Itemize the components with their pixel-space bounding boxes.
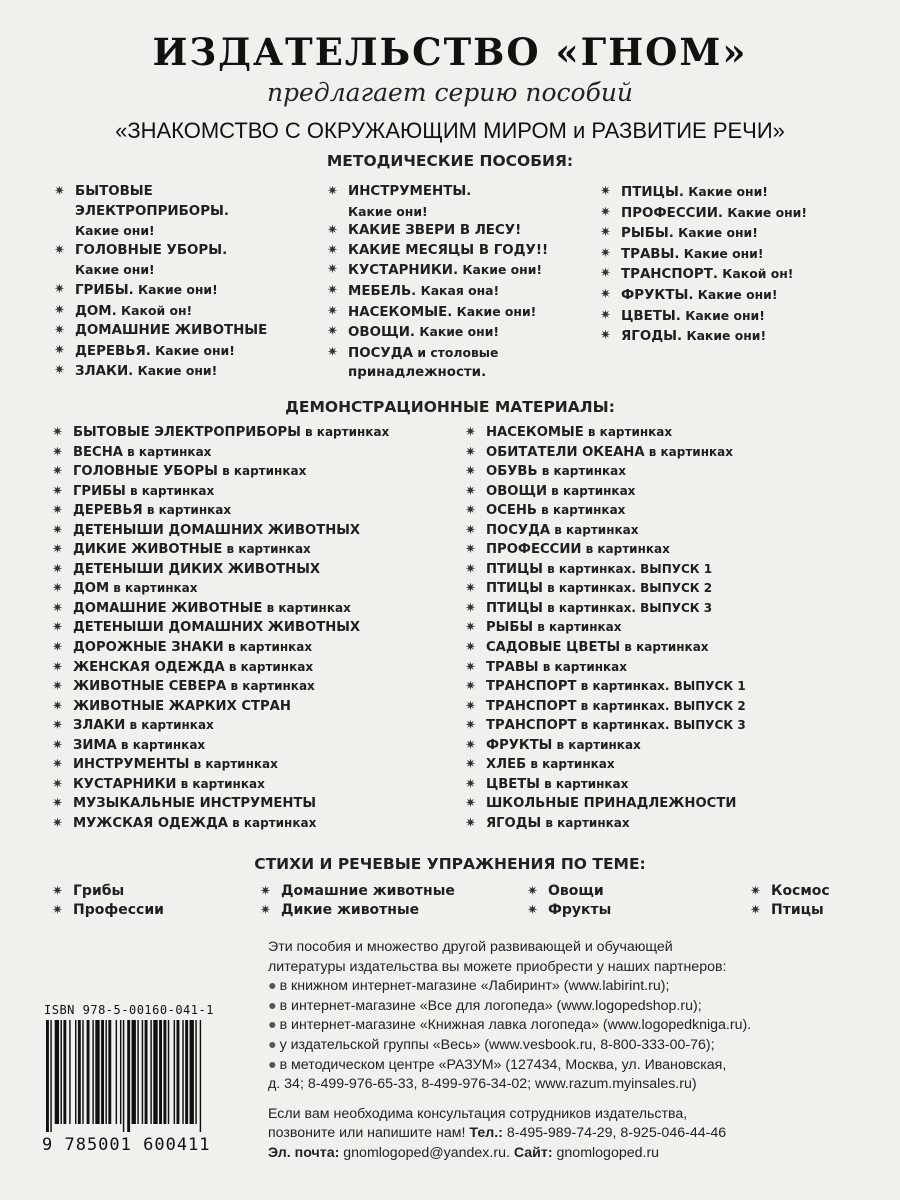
star-icon: ✷: [465, 483, 476, 499]
list-item: ✷ ГРИБЫ в картинках: [52, 482, 389, 502]
partner-item: ● в интернет-магазине «Все для логопеда» (www.logopedshop.ru);: [268, 997, 702, 1014]
partner-item: ● в методическом центре «РАЗУМ» (127434, Москва, ул. Ивановская,: [268, 1056, 727, 1073]
list-item: ✷ МУЗЫКАЛЬНЫЕ ИНСТРУМЕНТЫ: [52, 794, 389, 814]
list-item: ✷ ЯГОДЫ. Какие они!: [600, 328, 767, 345]
poem-topic: ✷ Грибы: [52, 883, 125, 899]
list-item: ✷ ОСЕНЬ в картинках: [465, 501, 746, 521]
star-icon: ✷: [600, 245, 611, 261]
star-icon: ✷: [52, 464, 63, 480]
star-icon: ✷: [52, 903, 63, 918]
list-item: ✷ ЗЛАКИ в картинках: [52, 716, 389, 736]
star-icon: ✷: [52, 425, 63, 440]
list-item: ✷ ФРУКТЫ в картинках: [465, 736, 746, 756]
star-icon: ✷: [52, 620, 63, 636]
list-item: ✷ ЖИВОТНЫЕ СЕВЕРА в картинках: [52, 677, 389, 697]
list-item: ✷ ТРАВЫ. Какие они!: [600, 245, 764, 262]
list-item: ✷ ФРУКТЫ. Какие они!: [600, 286, 778, 303]
list-item: ✷ ЦВЕТЫ. Какие они!: [600, 307, 765, 324]
star-icon: ✷: [465, 757, 476, 773]
list-item: ✷ ГОЛОВНЫЕ УБОРЫ. Какие они!: [54, 242, 228, 278]
poem-topic: ✷ Домашние животные: [260, 883, 455, 899]
list-item: ✷ ОВОЩИ в картинках: [465, 482, 746, 502]
poem-topic: ✷ Космос: [750, 883, 830, 899]
list-item: ✷ ДОРОЖНЫЕ ЗНАКИ в картинках: [52, 638, 389, 658]
star-icon: ✷: [260, 884, 271, 899]
star-icon: ✷: [465, 640, 476, 656]
list-item: ✷ ТРАНСПОРТ в картинках. ВЫПУСК 2: [465, 697, 746, 717]
star-icon: ✷: [327, 344, 338, 360]
star-icon: ✷: [52, 444, 63, 460]
barcode-digits: 9 785001 600411: [42, 1135, 211, 1155]
list-item: ✷ ШКОЛЬНЫЕ ПРИНАДЛЕЖНОСТИ: [465, 794, 746, 814]
list-item: ✷ НАСЕКОМЫЕ в картинках: [465, 423, 746, 443]
star-icon: ✷: [52, 884, 63, 899]
star-icon: ✷: [600, 328, 611, 344]
star-icon: ✷: [52, 581, 63, 597]
star-icon: ✷: [52, 757, 63, 773]
poem-topic: ✷ Дикие животные: [260, 902, 420, 918]
list-item: ✷ ЦВЕТЫ в картинках: [465, 775, 746, 795]
list-item: ✷ ИНСТРУМЕНТЫ. Какие они!: [327, 184, 472, 219]
list-item: ✷ ЯГОДЫ в картинках: [465, 814, 746, 834]
list-item: ✷ ПРОФЕССИИ в картинках: [465, 540, 746, 560]
star-icon: ✷: [52, 561, 63, 577]
info-intro: Эти пособия и множество другой развивающей и обучающей: [268, 939, 673, 955]
star-icon: ✷: [465, 542, 476, 558]
star-icon: ✷: [52, 522, 63, 538]
star-icon: ✷: [465, 620, 476, 636]
star-icon: ✷: [52, 815, 63, 831]
partner-item-continued: д. 34; 8-499-976-65-33, 8-499-976-34-02; www.razum.myinsales.ru): [268, 1076, 697, 1093]
list-item: ✷ МУЖСКАЯ ОДЕЖДА в картинках: [52, 814, 389, 834]
list-item: ✷ РЫБЫ в картинках: [465, 618, 746, 638]
star-icon: ✷: [465, 796, 476, 812]
star-icon: ✷: [465, 815, 476, 831]
star-icon: ✷: [52, 796, 63, 812]
star-icon: ✷: [750, 884, 761, 899]
star-icon: ✷: [54, 363, 65, 379]
star-icon: ✷: [327, 184, 338, 199]
star-icon: ✷: [465, 737, 476, 753]
list-item: ✷ ДОМ. Какой он!: [54, 302, 193, 319]
star-icon: ✷: [52, 640, 63, 656]
partner-item: ● в интернет-магазине «Книжная лавка логопеда» (www.logopedkniga.ru).: [268, 1017, 752, 1034]
star-icon: ✷: [260, 903, 271, 918]
star-icon: ✷: [54, 342, 65, 358]
list-item: ✷ ДЕТЕНЫШИ ДОМАШНИХ ЖИВОТНЫХ: [52, 618, 389, 638]
list-item: ✷ ТРАНСПОРТ в картинках. ВЫПУСК 1: [465, 677, 746, 697]
star-icon: ✷: [327, 303, 338, 319]
tagline: предлагает серию пособий: [266, 78, 634, 107]
poem-topic: ✷ Овощи: [527, 883, 604, 899]
barcode-icon: [42, 1020, 242, 1132]
bullet-icon: ●: [268, 1056, 277, 1073]
star-icon: ✷: [465, 522, 476, 538]
list-item: ✷ ЖЕНСКАЯ ОДЕЖДА в картинках: [52, 658, 389, 678]
list-item: ✷ МЕБЕЛЬ. Какая она!: [327, 282, 500, 299]
list-item: ✷ ОБУВЬ в картинках: [465, 462, 746, 482]
star-icon: ✷: [465, 718, 476, 734]
star-icon: ✷: [465, 503, 476, 519]
list-item: ✷ ПОСУДА и столовые принадлежности.: [327, 344, 499, 381]
list-item: ✷ ТРАВЫ в картинках: [465, 658, 746, 678]
star-icon: ✷: [54, 302, 65, 318]
star-icon: ✷: [465, 444, 476, 460]
star-icon: ✷: [54, 184, 65, 199]
star-icon: ✷: [465, 581, 476, 597]
star-icon: ✷: [750, 903, 761, 918]
star-icon: ✷: [600, 184, 611, 199]
star-icon: ✷: [600, 266, 611, 282]
star-icon: ✷: [600, 225, 611, 241]
star-icon: ✷: [54, 281, 65, 297]
star-icon: ✷: [527, 903, 538, 918]
publisher-title: ИЗДАТЕЛЬСТВО «ГНОМ»: [152, 30, 748, 74]
star-icon: ✷: [52, 737, 63, 753]
info-intro: литературы издательства вы можете приобрести у наших партнеров:: [268, 958, 727, 975]
star-icon: ✷: [52, 659, 63, 675]
list-item: ✷ ДОМ в картинках: [52, 579, 389, 599]
star-icon: ✷: [465, 600, 476, 616]
list-item: ✷ КУСТАРНИКИ в картинках: [52, 775, 389, 795]
star-icon: ✷: [52, 483, 63, 499]
bullet-icon: ●: [268, 978, 277, 995]
list-item: ✷ ПТИЦЫ. Какие они!: [600, 184, 768, 200]
star-icon: ✷: [600, 286, 611, 302]
bullet-icon: ●: [268, 1017, 277, 1034]
list-item: ✷ ЗЛАКИ. Какие они!: [54, 363, 218, 380]
star-icon: ✷: [52, 718, 63, 734]
list-item: ✷ ДОМАШНИЕ ЖИВОТНЫЕ: [54, 321, 267, 341]
star-icon: ✷: [465, 464, 476, 480]
list-item: ✷ ЖИВОТНЫЕ ЖАРКИХ СТРАН: [52, 697, 389, 717]
list-item: ✷ ДЕРЕВЬЯ. Какие они!: [54, 342, 235, 359]
star-icon: ✷: [327, 324, 338, 340]
star-icon: ✷: [52, 600, 63, 616]
star-icon: ✷: [52, 776, 63, 792]
list-item: ✷ ПТИЦЫ в картинках. ВЫПУСК 3: [465, 599, 746, 619]
list-item: ✷ ТРАНСПОРТ. Какой он!: [600, 266, 794, 283]
poems-heading: СТИХИ И РЕЧЕВЫЕ УПРАЖНЕНИЯ ПО ТЕМЕ:: [254, 855, 646, 873]
list-item: ✷ КАКИЕ ЗВЕРИ В ЛЕСУ!: [327, 221, 548, 241]
list-item: ✷ ГОЛОВНЫЕ УБОРЫ в картинках: [52, 462, 389, 482]
list-item: ✷ ДЕРЕВЬЯ в картинках: [52, 501, 389, 521]
partner-item: ● в книжном интернет-магазине «Лабиринт» (www.labirint.ru);: [268, 978, 670, 995]
star-icon: ✷: [54, 323, 65, 339]
poem-topic: ✷ Фрукты: [527, 902, 612, 918]
list-item: ✷ ОВОЩИ. Какие они!: [327, 324, 500, 341]
list-item: ✷ ТРАНСПОРТ в картинках. ВЫПУСК 3: [465, 716, 746, 736]
list-item: ✷ ХЛЕБ в картинках: [465, 755, 746, 775]
star-icon: ✷: [465, 425, 476, 440]
list-item: ✷ ДЕТЕНЫШИ ДОМАШНИХ ЖИВОТНЫХ: [52, 521, 389, 541]
star-icon: ✷: [52, 679, 63, 695]
list-item: ✷ БЫТОВЫЕ ЭЛЕКТРОПРИБОРЫ в картинках: [52, 423, 389, 443]
star-icon: ✷: [600, 204, 611, 220]
list-item: ✷ ПТИЦЫ в картинках. ВЫПУСК 2: [465, 579, 746, 599]
star-icon: ✷: [465, 776, 476, 792]
consult-text: Если вам необходима консультация сотрудников издательства,: [268, 1105, 688, 1122]
contact-phone: позвоните или напишите нам! Тел.: 8-495-989-74-29, 8-925-046-44-46: [268, 1125, 727, 1142]
list-item: ✷ ЗИМА в картинках: [52, 736, 389, 756]
star-icon: ✷: [327, 282, 338, 298]
star-icon: ✷: [52, 698, 63, 714]
list-item: ✷ ПОСУДА в картинках: [465, 521, 746, 541]
demo-heading: ДЕМОНСТРАЦИОННЫЕ МАТЕРИАЛЫ:: [285, 398, 615, 416]
star-icon: ✷: [465, 561, 476, 577]
star-icon: ✷: [600, 307, 611, 323]
list-item: ✷ ДОМАШНИЕ ЖИВОТНЫЕ в картинках: [52, 599, 389, 619]
star-icon: ✷: [327, 223, 338, 239]
bullet-icon: ●: [268, 1036, 277, 1053]
list-item: ✷ ОБИТАТЕЛИ ОКЕАНА в картинках: [465, 443, 746, 463]
list-item: ✷ ПТИЦЫ в картинках. ВЫПУСК 1: [465, 560, 746, 580]
series-title: «ЗНАКОМСТВО С ОКРУЖАЮЩИМ МИРОМ и РАЗВИТИЕ РЕЧИ»: [115, 118, 785, 143]
star-icon: ✷: [327, 262, 338, 278]
bullet-icon: ●: [268, 997, 277, 1014]
poem-topic: ✷ Профессии: [52, 902, 164, 918]
list-item: ✷ КУСТАРНИКИ. Какие они!: [327, 262, 543, 279]
partners-info: [268, 938, 878, 1164]
list-item: ✷ ИНСТРУМЕНТЫ в картинках: [52, 755, 389, 775]
methodical-heading: МЕТОДИЧЕСКИЕ ПОСОБИЯ:: [326, 152, 574, 170]
star-icon: ✷: [465, 679, 476, 695]
star-icon: ✷: [465, 659, 476, 675]
list-item: ✷ САДОВЫЕ ЦВЕТЫ в картинках: [465, 638, 746, 658]
list-item: ✷ ДЕТЕНЫШИ ДИКИХ ЖИВОТНЫХ: [52, 560, 389, 580]
star-icon: ✷: [465, 698, 476, 714]
list-item: ✷ ПРОФЕССИИ. Какие они!: [600, 204, 808, 221]
list-item: ✷ КАКИЕ МЕСЯЦЫ В ГОДУ!!: [327, 241, 548, 261]
star-icon: ✷: [327, 242, 338, 258]
star-icon: ✷: [527, 884, 538, 899]
isbn-label: ISBN 978-5-00160-041-1: [44, 1003, 214, 1017]
poem-topic: ✷ Птицы: [750, 902, 824, 918]
list-item: ✷ ВЕСНА в картинках: [52, 443, 389, 463]
partner-item: ● у издательской группы «Весь» (www.vesbook.ru, 8-800-333-00-76);: [268, 1036, 715, 1053]
list-item: ✷ РЫБЫ. Какие они!: [600, 225, 758, 242]
star-icon: ✷: [52, 503, 63, 519]
list-item: ✷ БЫТОВЫЕ ЭЛЕКТРОПРИБОРЫ. Какие они!: [54, 184, 229, 239]
list-item: ✷ НАСЕКОМЫЕ. Какие они!: [327, 303, 537, 320]
list-item: ✷ ГРИБЫ. Какие они!: [54, 281, 218, 298]
contact-email-site: Эл. почта: gnomlogoped@yandex.ru. Сайт: gnomlogoped.ru: [268, 1144, 660, 1161]
star-icon: ✷: [52, 542, 63, 558]
list-item: ✷ ДИКИЕ ЖИВОТНЫЕ в картинках: [52, 540, 389, 560]
star-icon: ✷: [54, 242, 65, 258]
